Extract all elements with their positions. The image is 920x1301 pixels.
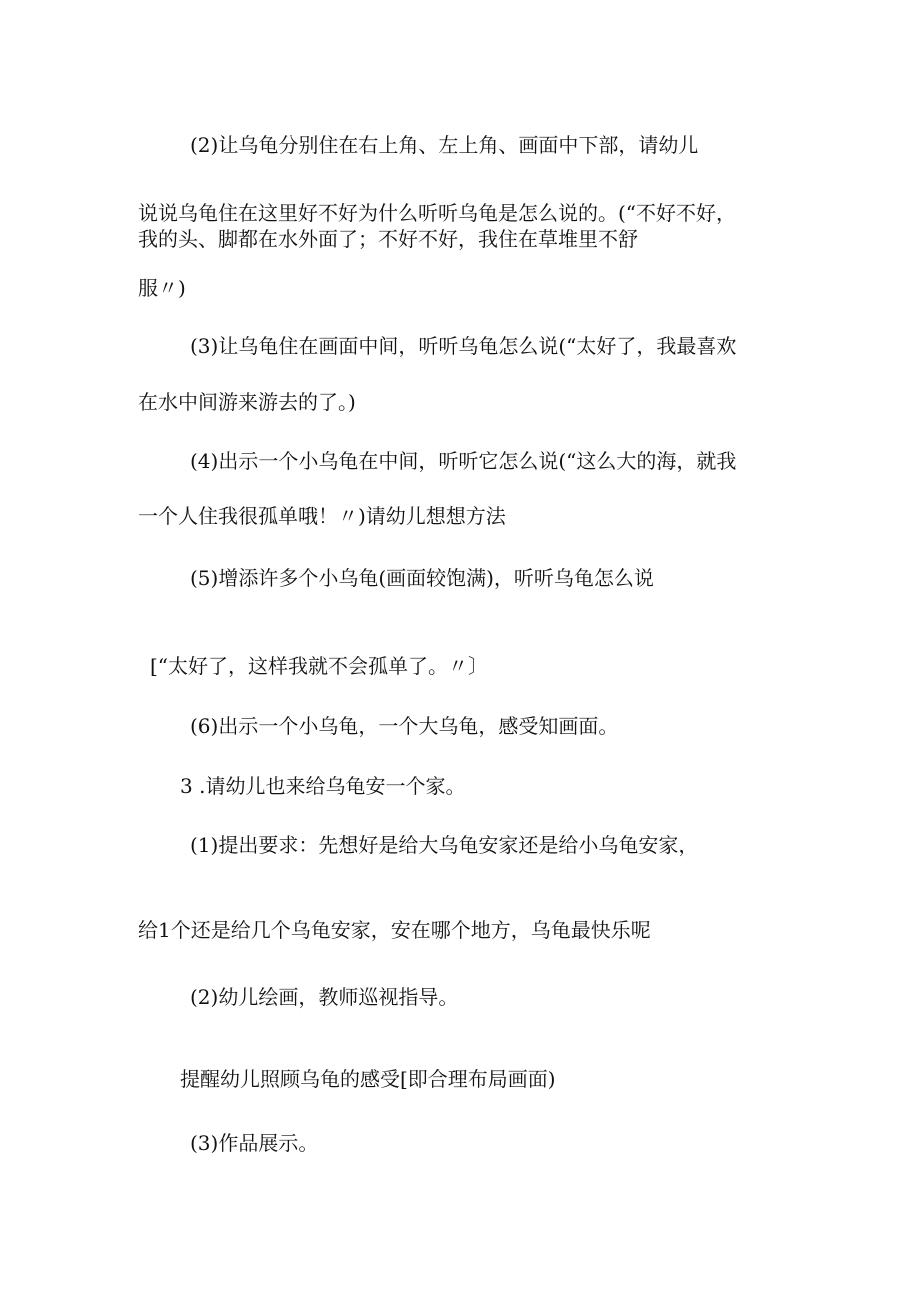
- paragraph-step-4-line-1: (4)出示一个小乌龟在中间，听听它怎么说(“这么大的海，就我: [190, 449, 737, 473]
- paragraph-step-4-line-2: 一个人住我很孤单哦！〃)请幼儿想想方法: [138, 504, 506, 528]
- paragraph-sub-2: (2)幼儿绘画，教师巡视指导。: [190, 985, 459, 1009]
- paragraph-sub-3: (3)作品展示。: [190, 1131, 319, 1155]
- paragraph-step-2-line-3: 我的头、脚都在水外面了；不好不好，我住在草堆里不舒: [138, 227, 638, 251]
- paragraph-step-5-line-2: [“太好了，这样我就不会孤单了。〃〕: [150, 654, 489, 678]
- paragraph-sub-1-line-1: (1)提出要求：先想好是给大乌龟安家还是给小乌龟安家，: [190, 833, 699, 857]
- paragraph-step-2-line-1: (2)让乌龟分别住在右上角、左上角、画面中下部，请幼儿: [190, 133, 699, 157]
- paragraph-step-2-line-4: 服〃): [138, 276, 186, 300]
- paragraph-step-3-line-1: (3)让乌龟住在画面中间，听听乌龟怎么说(“太好了，我最喜欢: [190, 334, 737, 358]
- section-heading-3: 3 .请幼儿也来给乌龟安一个家。: [180, 774, 466, 798]
- paragraph-step-5-line-1: (5)增添许多个小乌龟(画面较饱满)，听听乌龟怎么说: [190, 566, 654, 590]
- paragraph-reminder: 提醒幼儿照顾乌龟的感受[即合理布局画面): [180, 1067, 556, 1091]
- paragraph-step-2-line-2: 说说乌龟住在这里好不好为什么听听乌龟是怎么说的。(“不好不好，: [138, 201, 737, 225]
- paragraph-step-3-line-2: 在水中间游来游去的了。): [138, 390, 356, 414]
- paragraph-sub-1-line-2: 给1个还是给几个乌龟安家，安在哪个地方，乌龟最快乐呢: [138, 918, 651, 942]
- paragraph-step-6: (6)出示一个小乌龟，一个大乌龟，感受知画面。: [190, 714, 619, 738]
